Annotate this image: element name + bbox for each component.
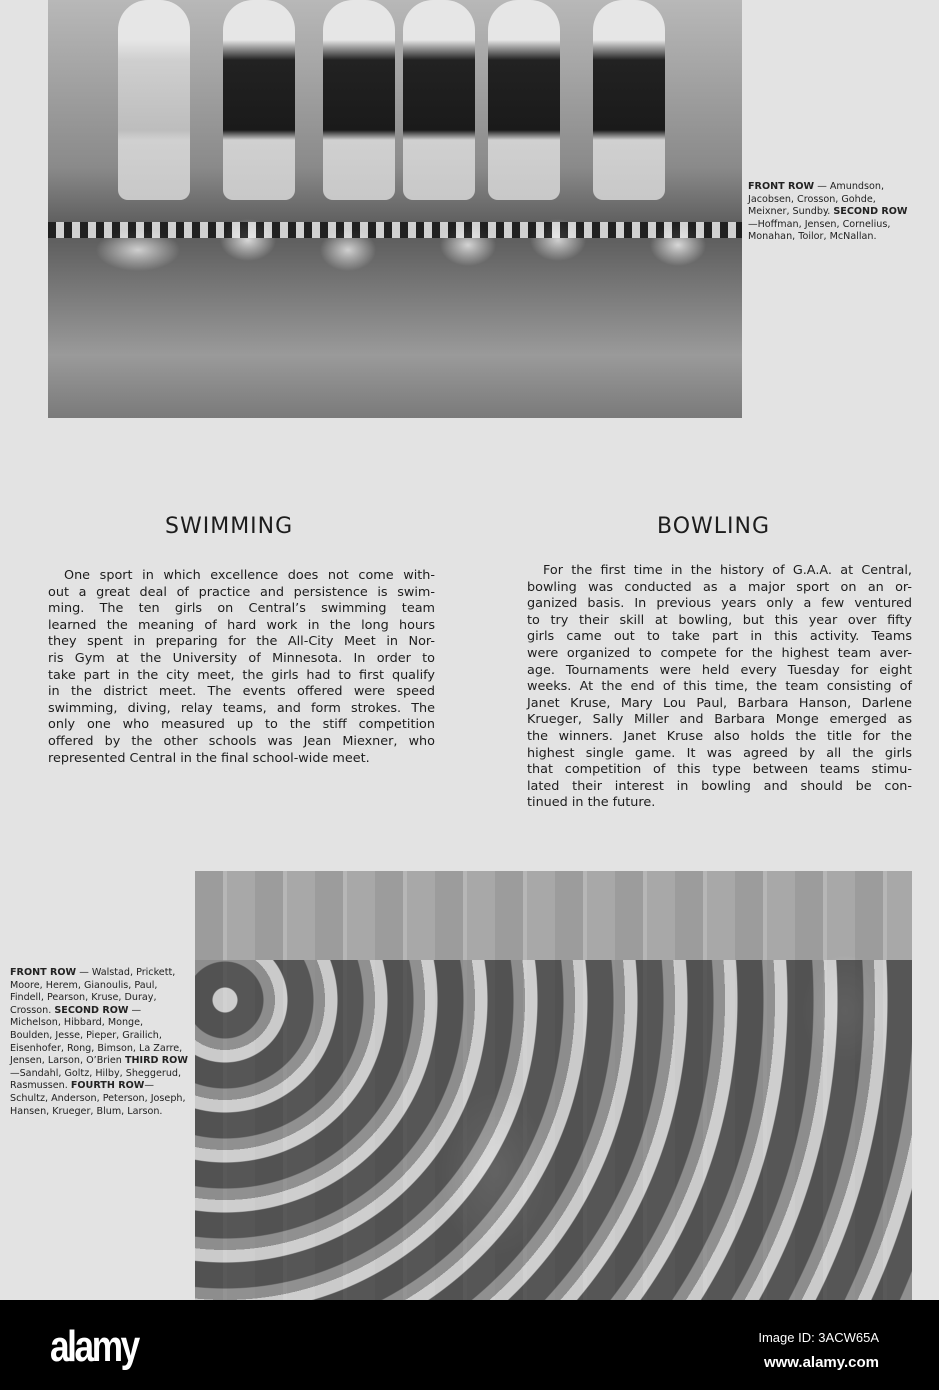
caption-row-label: SECOND ROW: [54, 1004, 129, 1016]
swimmer-figure: [223, 0, 295, 200]
article-line: offered by the other schools was Jean Miexner, who: [48, 733, 435, 749]
article-line: age. Tournaments were held every Tuesday for eight: [527, 662, 912, 678]
image-id: Image ID: 3ACW65A: [758, 1330, 879, 1345]
article-line: ris Gym at the University of Minnesota. In order to: [48, 650, 435, 666]
caption-row-label: FRONT ROW: [748, 181, 815, 192]
bowling-article: [527, 563, 912, 812]
article-line: One sport in which excellence does not come with-: [64, 568, 435, 583]
article-line: out a great deal of practice and persistence is swim-: [48, 584, 435, 600]
swimming-heading: SWIMMING: [165, 514, 294, 540]
article-line: represented Central in the final school-wide meet.: [48, 750, 370, 766]
caption-names: — Michelson, Hibbard, Monge, Boulden, Jesse, Pieper, Grailich, Eisenhofer, Rong, Bimson, La Zarre, Jensen, Larson, O’Brien: [10, 1004, 183, 1067]
article-line: weeks. At the end of this time, the team consisting of: [527, 679, 912, 695]
alamy-url: www.alamy.com: [763, 1354, 879, 1371]
article-line: tinued in the future.: [527, 795, 656, 811]
swimmer-figure: [593, 0, 665, 200]
article-line: take part in the city meet, the girls had to first qualify: [48, 667, 435, 683]
article-line: that competition of this type between teams stimu-: [527, 762, 912, 778]
article-line: ganized basis. In previous years only a few ventured: [527, 596, 912, 612]
caption-names: — Walstad, Prickett, Moore, Herem, Gianoulis, Paul, Findell, Pearson, Kruse, Duray, Crosson.: [10, 967, 176, 1016]
swimmer-figure: [488, 0, 560, 200]
article-line: highest single game. It was agreed by all the girls: [527, 745, 912, 761]
swimming-photo-caption: [748, 181, 916, 244]
caption-names: —Hoffman, Jensen, Cornelius, Monahan, Toilor, McNallan.: [748, 218, 891, 243]
swimming-team-photo: [48, 0, 742, 418]
caption-row-label: FRONT ROW: [10, 967, 77, 978]
bowling-heading: BOWLING: [657, 514, 771, 540]
article-line: For the first time in the history of G.A.A. at Central,: [543, 563, 912, 578]
article-line: girls came out to take part in this activity. Teams: [527, 629, 912, 645]
article-line: were organized to compete for the highest team aver-: [527, 645, 912, 661]
article-line: learned the meaning of hard work in the long hours: [48, 617, 435, 633]
swimmer-figure: [403, 0, 475, 200]
caption-row-label: THIRD ROW: [124, 1055, 188, 1067]
article-line: lated their interest in bowling and should be con-: [527, 778, 912, 794]
swimmer-figure: [323, 0, 395, 200]
bowling-team-photo: [195, 871, 912, 1300]
pool-edge-tiles: [48, 222, 742, 238]
article-line: bowling was conducted as a major sport on an or-: [527, 579, 912, 595]
article-line: Krueger, Sally Miller and Barbara Monge emerged as: [527, 712, 912, 728]
swimmer-figure: [118, 0, 190, 200]
article-line: Janet Kruse, Mary Lou Paul, Barbara Hanson, Darlene: [527, 695, 912, 711]
article-line: only one who measured up to the stiff competition: [48, 717, 435, 733]
caption-names: —Schultz, Anderson, Peterson, Joseph, Hansen, Krueger, Blum, Larson.: [10, 1080, 186, 1117]
caption-names: — Amundson, Jacobsen, Crosson, Gohde, Meixner, Sundby.: [748, 181, 884, 218]
bowling-photo-caption: [10, 967, 188, 1118]
caption-row-label: SECOND ROW: [833, 206, 908, 218]
caption-row-label: FOURTH ROW: [70, 1080, 145, 1092]
group-of-girls: [195, 960, 912, 1300]
article-line: ming. The ten girls on Central’s swimming team: [48, 601, 435, 617]
watermark-footer: [0, 1300, 939, 1390]
alamy-logo: alamy: [50, 1322, 138, 1371]
article-line: the winners. Janet Kruse also holds the title for the: [527, 728, 912, 744]
article-line: to try their skill at bowling, but this year over fifty: [527, 612, 912, 628]
article-line: in the district meet. The events offered were speed: [48, 684, 435, 700]
article-line: they spent in preparing for the All-City Meet in Nor-: [48, 634, 435, 650]
article-line: swimming, diving, relay teams, and form strokes. The: [48, 700, 435, 716]
caption-names: —Sandahl, Goltz, Hilby, Sheggerud, Rasmussen.: [10, 1067, 182, 1092]
swimming-article: [48, 568, 435, 767]
